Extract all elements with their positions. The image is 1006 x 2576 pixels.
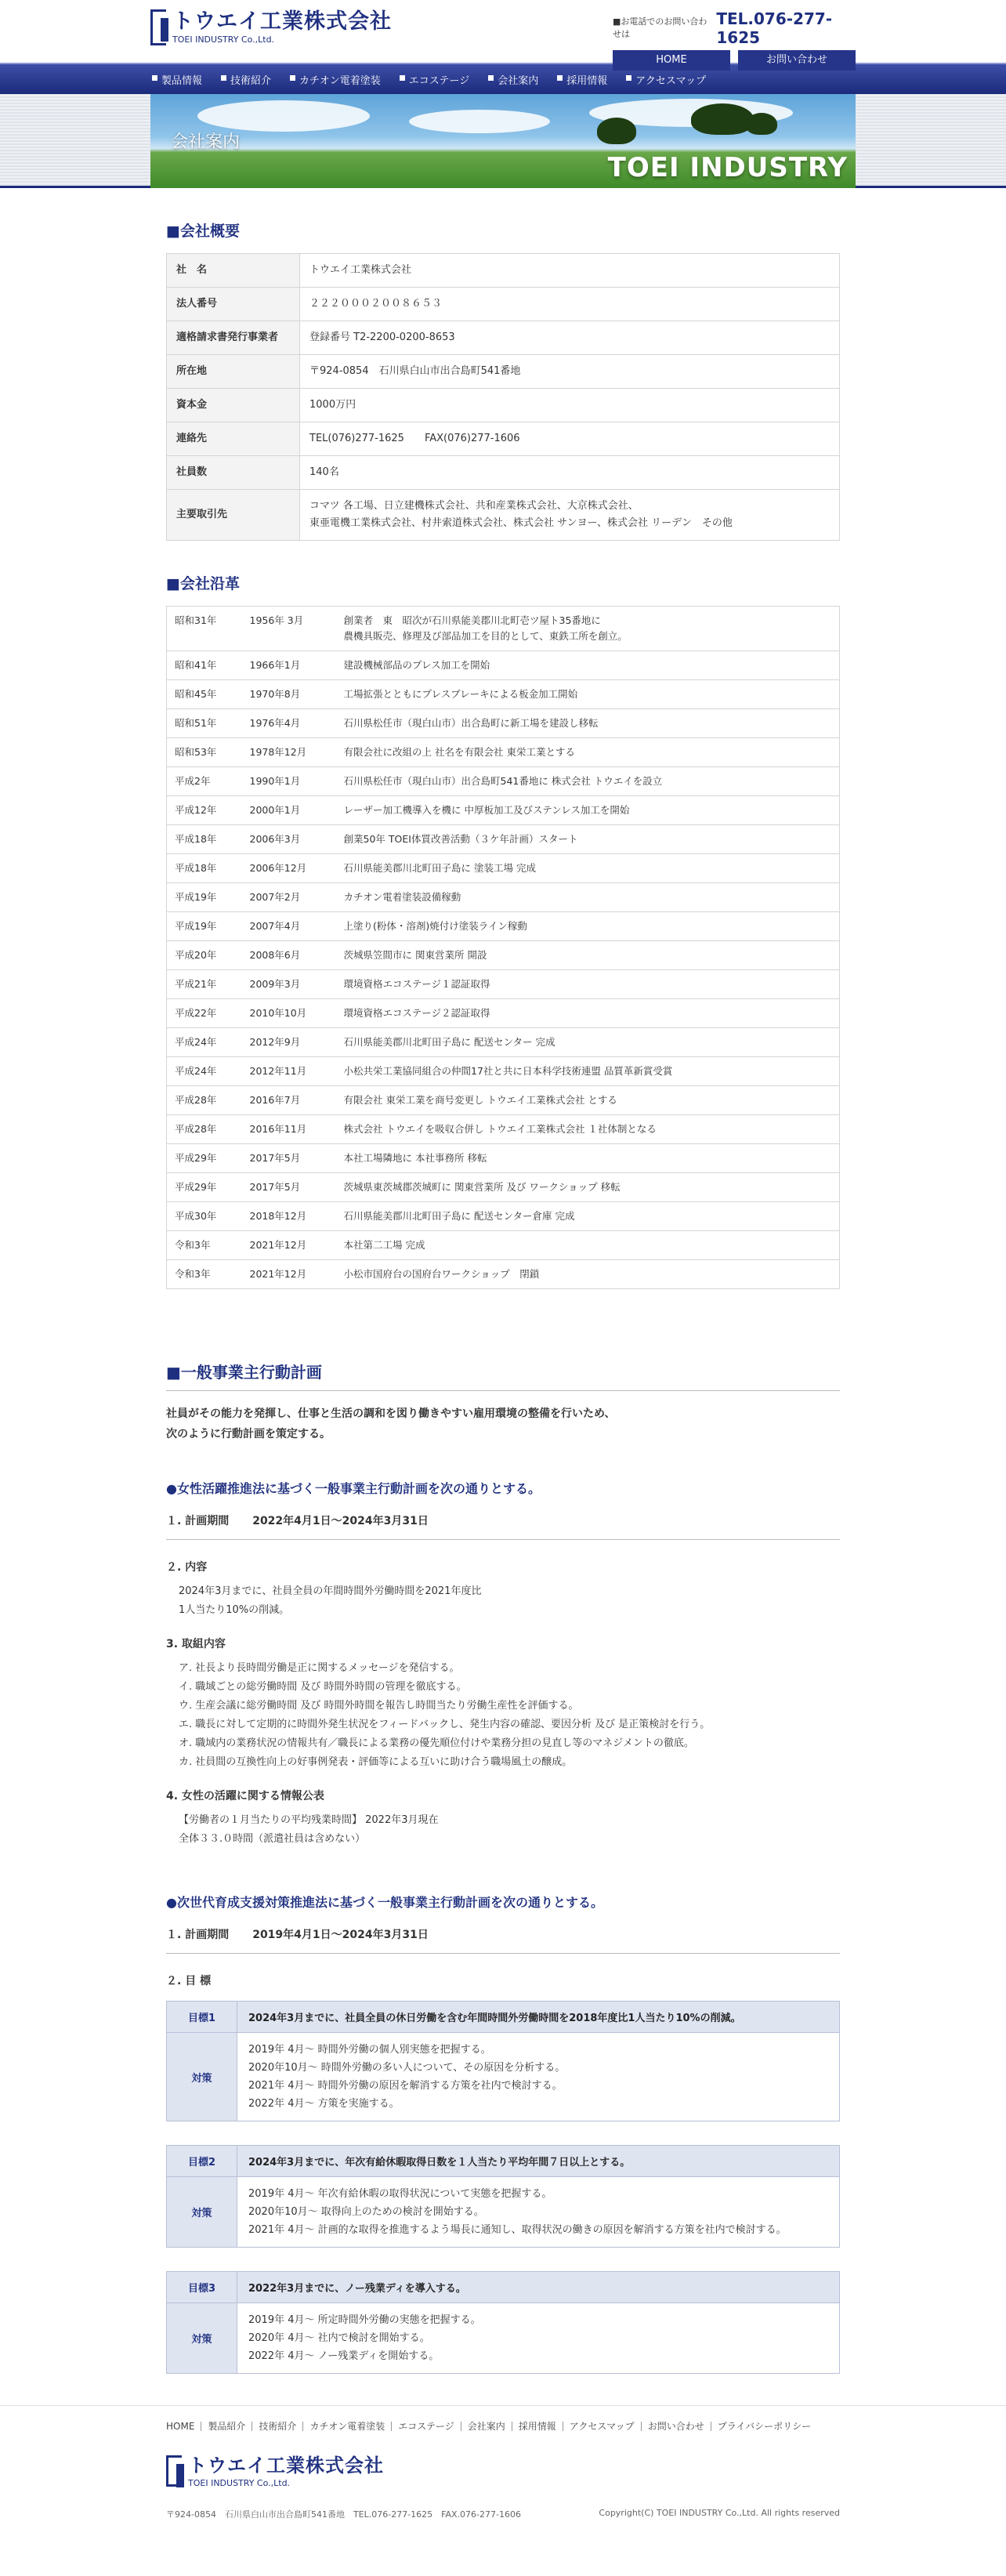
header-contact bbox=[613, 9, 856, 71]
history-text: 工場拡張とともにプレスブレーキによる板金加工開始 bbox=[336, 680, 840, 709]
goal-row bbox=[167, 2146, 840, 2177]
history-era: 平成12年 bbox=[167, 796, 242, 825]
history-year: 2010年10月 bbox=[242, 999, 336, 1028]
action-plan-title: ■一般事業主行動計画 bbox=[166, 1360, 840, 1391]
measure-label: 対策 bbox=[167, 2303, 237, 2374]
goal-text: 2024年3月までに、年次有給休暇取得日数を１人当たり平均年間７日以上とする。 bbox=[237, 2146, 840, 2177]
history-text: 建設機械部品のプレス加工を開始 bbox=[336, 651, 840, 680]
history-row bbox=[167, 1260, 840, 1289]
history-year: 2007年4月 bbox=[242, 912, 336, 941]
banner-tree bbox=[691, 103, 754, 135]
measure-item: ア. 社長より長時間労働是正に関するメッセージを発信する。 bbox=[179, 1662, 460, 1674]
contact-button[interactable]: お問い合わせ bbox=[738, 50, 856, 71]
history-year: 2017年5月 bbox=[242, 1173, 336, 1202]
footer-link[interactable]: 製品紹介 bbox=[201, 2422, 252, 2431]
overview-label: 連絡先 bbox=[167, 422, 300, 456]
history-row bbox=[167, 999, 840, 1028]
history-year: 2006年12月 bbox=[242, 854, 336, 883]
header-tel[interactable]: TEL.076-277-1625 bbox=[716, 9, 833, 47]
footer-nav bbox=[166, 2422, 840, 2431]
history-text: 石川県松任市（現白山市）出合島町に新工場を建設し移転 bbox=[336, 709, 840, 738]
period-value: 2022年4月1日～2024年3月31日 bbox=[252, 1515, 429, 1527]
history-text: 茨城県笠間市に 関東営業所 開設 bbox=[336, 941, 840, 970]
overview-row bbox=[167, 321, 840, 355]
history-year: 2018年12月 bbox=[242, 1202, 336, 1231]
history-text: 小松共栄工業協同組合の仲間17社と共に日本科学技術連盟 品質革新賞受賞 bbox=[336, 1057, 840, 1086]
company-history-section bbox=[166, 572, 840, 1289]
history-era: 平成2年 bbox=[167, 767, 242, 796]
history-era: 平成28年 bbox=[167, 1115, 242, 1144]
history-era: 平成19年 bbox=[167, 912, 242, 941]
overview-label: 資本金 bbox=[167, 389, 300, 422]
measure-item: エ. 職長に対して定期的に時間外発生状況をフィードバックし、発生内容の確認、要因分析 及び 是正策検討を行う。 bbox=[179, 1719, 711, 1730]
history-year: 2008年6月 bbox=[242, 941, 336, 970]
nav-item[interactable]: カチオン電着塗装 bbox=[288, 72, 398, 87]
history-row bbox=[167, 1173, 840, 1202]
footer-logo[interactable] bbox=[166, 2453, 840, 2489]
footer-link[interactable]: お問い合わせ bbox=[641, 2422, 711, 2431]
footer-link[interactable]: 技術紹介 bbox=[252, 2422, 302, 2431]
history-era: 平成20年 bbox=[167, 941, 242, 970]
women-content-text: 2024年3月までに、社員全員の年間時間外労働時間を2021年度比 1人当たり10%の削減。 bbox=[179, 1585, 482, 1616]
period-value: 2019年4月1日～2024年3月31日 bbox=[252, 1929, 429, 1941]
overview-label: 適格請求書発行事業者 bbox=[167, 321, 300, 355]
goal-table bbox=[166, 2271, 840, 2374]
history-text: 石川県松任市（現白山市）出合島町541番地に 株式会社 トウエイを設立 bbox=[336, 767, 840, 796]
measure-item: イ. 職域ごとの総労働時間 及び 時間外時間の管理を徹底する。 bbox=[179, 1681, 467, 1693]
footer-link[interactable]: HOME bbox=[166, 2421, 195, 2432]
history-era: 昭和31年 bbox=[167, 607, 242, 651]
measure-label: 対策 bbox=[167, 2033, 237, 2121]
banner-tree bbox=[746, 113, 777, 135]
history-row bbox=[167, 941, 840, 970]
history-year: 2017年5月 bbox=[242, 1144, 336, 1173]
overview-row bbox=[167, 355, 840, 389]
history-text: 株式会社 トウエイを吸収合併し トウエイ工業株式会社 １社体制となる bbox=[336, 1115, 840, 1144]
history-row bbox=[167, 825, 840, 854]
history-text: 石川県能美郡川北町田子島に 塗装工場 完成 bbox=[336, 854, 840, 883]
history-era: 平成21年 bbox=[167, 970, 242, 999]
history-year: 1978年12月 bbox=[242, 738, 336, 767]
measure-item: カ. 社員間の互換性向上の好事例発表・評価等による互いに助け合う職場風土の醸成。 bbox=[179, 1756, 573, 1768]
overview-label: 主要取引先 bbox=[167, 490, 300, 541]
global-nav bbox=[0, 63, 1006, 94]
women-info-text: 【労働者の１月当たりの平均残業時間】 2022年3月現在 全体３３.０時間（派遣社員は含めない） bbox=[179, 1814, 439, 1845]
footer-company-en: TOEI INDUSTRY Co.,Ltd. bbox=[188, 2478, 291, 2488]
history-row bbox=[167, 1231, 840, 1260]
history-row bbox=[167, 854, 840, 883]
goal-label: 目標1 bbox=[167, 2002, 237, 2033]
history-row bbox=[167, 651, 840, 680]
history-text: 創業者 東 昭次が石川県能美郡川北町壱ツ屋ト35番地に 農機具販売、修理及び部品加工を目的として、東鉄工所を創立。 bbox=[336, 607, 840, 651]
nav-item[interactable]: 技術紹介 bbox=[219, 72, 288, 87]
banner-brand: TOEI INDUSTRY bbox=[607, 152, 848, 183]
company-logo[interactable] bbox=[150, 9, 392, 45]
women-info-label: 4. 女性の活躍に関する情報公表 bbox=[166, 1790, 324, 1802]
overview-value: トウエイ工業株式会社 bbox=[300, 254, 840, 288]
history-text: 本社工場隣地に 本社事務所 移転 bbox=[336, 1144, 840, 1173]
nextgen-plan-period bbox=[166, 1920, 840, 1954]
nextgen-plan-title: ●次世代育成支援対策推進法に基づく一般事業主行動計画を次の通りとする。 bbox=[166, 1895, 603, 1910]
history-era: 令和3年 bbox=[167, 1260, 242, 1289]
period-label: １. 計画期間 bbox=[166, 1515, 230, 1527]
nav-item[interactable]: 製品情報 bbox=[150, 72, 219, 87]
history-row bbox=[167, 709, 840, 738]
history-year: 1990年1月 bbox=[242, 767, 336, 796]
history-row bbox=[167, 883, 840, 912]
history-row bbox=[167, 1115, 840, 1144]
overview-value: 1000万円 bbox=[300, 389, 840, 422]
footer-company-name: トウエイ工業株式会社 bbox=[188, 2455, 384, 2476]
history-year: 2006年3月 bbox=[242, 825, 336, 854]
measure-row bbox=[167, 2303, 840, 2374]
goal-row bbox=[167, 2002, 840, 2033]
history-era: 平成19年 bbox=[167, 883, 242, 912]
measure-row bbox=[167, 2033, 840, 2121]
history-text: 石川県能美郡川北町田子島に 配送センター 完成 bbox=[336, 1028, 840, 1057]
logo-company-en: TOEI INDUSTRY Co.,Ltd. bbox=[172, 34, 275, 45]
action-plan-lead: 社員がその能力を発揮し、仕事と生活の調和を図り働きやすい雇用環境の整備を行いため、 次のように行動計画を策定する。 bbox=[166, 1408, 616, 1440]
history-row bbox=[167, 1144, 840, 1173]
history-row bbox=[167, 680, 840, 709]
footer-link[interactable]: エコステージ bbox=[391, 2422, 461, 2431]
action-plan-section bbox=[166, 1360, 840, 2374]
company-overview-section bbox=[166, 219, 840, 541]
history-era: 令和3年 bbox=[167, 1231, 242, 1260]
goal-label: 目標2 bbox=[167, 2146, 237, 2177]
nav-item[interactable]: エコステージ bbox=[398, 72, 487, 87]
overview-row bbox=[167, 490, 840, 541]
history-year: 2012年9月 bbox=[242, 1028, 336, 1057]
measure-text: 2019年 4月～ 所定時間外労働の実態を把握する。 2020年 4月～ 社内で検討を開始する。 2022年 4月～ ノー残業ディを開始する。 bbox=[237, 2303, 840, 2374]
overview-label: 所在地 bbox=[167, 355, 300, 389]
goal-text: 2022年3月までに、ノー残業ディを導入する。 bbox=[237, 2272, 840, 2303]
nextgen-goals-label: ２. 目 標 bbox=[166, 1975, 212, 1987]
nav-item[interactable]: 会社案内 bbox=[487, 72, 555, 87]
page-banner-bg bbox=[0, 94, 1006, 188]
measure-text: 2019年 4月～ 時間外労働の個人別実態を把握する。 2020年10月～ 時間外労働の多い人について、その原因を分析する。 2021年 4月～ 時間外労働の原因を解消する方策を社内で検討する。 2022年 4月～ 方策を実施する。 bbox=[237, 2033, 840, 2121]
history-era: 昭和41年 bbox=[167, 651, 242, 680]
women-measures-list bbox=[166, 1659, 840, 1772]
footer-link[interactable]: アクセスマップ bbox=[563, 2422, 641, 2431]
logo-mark-icon bbox=[150, 9, 166, 45]
history-era: 平成29年 bbox=[167, 1173, 242, 1202]
history-year: 1976年4月 bbox=[242, 709, 336, 738]
history-text: 本社第二工場 完成 bbox=[336, 1231, 840, 1260]
overview-value: TEL(076)277-1625 FAX(076)277-1606 bbox=[300, 422, 840, 456]
measure-item: ウ. 生産会議に総労働時間 及び 時間外時間を報告し時間当たり労働生産性を評価する。 bbox=[179, 1700, 579, 1712]
site-footer bbox=[0, 2405, 1006, 2536]
home-button[interactable]: HOME bbox=[613, 50, 730, 71]
footer-copyright: Copyright(C) TOEI INDUSTRY Co.,Ltd. All rights reserved bbox=[599, 2508, 840, 2518]
goal-table bbox=[166, 2145, 840, 2248]
period-label: １. 計画期間 bbox=[166, 1929, 230, 1941]
history-row bbox=[167, 767, 840, 796]
women-content-label: ２. 内容 bbox=[166, 1561, 208, 1574]
overview-title: ■会社概要 bbox=[166, 223, 240, 240]
history-text: 有限会社に改組の上 社名を有限会社 東栄工業とする bbox=[336, 738, 840, 767]
goal-label: 目標3 bbox=[167, 2272, 237, 2303]
footer-address: 〒924-0854 石川県白山市出合島町541番地 TEL.076-277-1625 FAX.076-277-1606 bbox=[166, 2509, 521, 2520]
measure-item: オ. 職域内の業務状況の情報共有／職長による業務の優先順位付けや業務分担の見直し等のマネジメントの徹底。 bbox=[179, 1737, 694, 1749]
history-text: 上塗り(粉体・溶剤)焼付け塗装ライン稼動 bbox=[336, 912, 840, 941]
history-row bbox=[167, 912, 840, 941]
history-text: カチオン電着塗装設備稼動 bbox=[336, 883, 840, 912]
overview-table bbox=[166, 253, 840, 541]
banner-tree bbox=[597, 118, 636, 144]
overview-value: コマツ 各工場、日立建機株式会社、共和産業株式会社、大京株式会社、 東亜電機工業株式会社、村井索道株式会社、株式会社 サンヨー、株式会社 リーデン その他 bbox=[300, 490, 840, 541]
history-row bbox=[167, 796, 840, 825]
history-row bbox=[167, 1028, 840, 1057]
history-era: 昭和45年 bbox=[167, 680, 242, 709]
contact-prefix: ■お電話でのお問い合わせは bbox=[613, 16, 707, 39]
history-era: 昭和51年 bbox=[167, 709, 242, 738]
history-title: ■会社沿革 bbox=[166, 575, 240, 592]
history-era: 平成22年 bbox=[167, 999, 242, 1028]
history-year: 2016年11月 bbox=[242, 1115, 336, 1144]
goal-row bbox=[167, 2272, 840, 2303]
banner-cloud bbox=[197, 100, 370, 132]
overview-label: 社 名 bbox=[167, 254, 300, 288]
overview-label: 社員数 bbox=[167, 456, 300, 490]
footer-link[interactable]: プライバシーポリシー bbox=[711, 2422, 817, 2431]
history-text: 有限会社 東栄工業を商号変更し トウエイ工業株式会社 とする bbox=[336, 1086, 840, 1115]
overview-row bbox=[167, 456, 840, 490]
history-year: 1970年8月 bbox=[242, 680, 336, 709]
women-measures-label: 3. 取組内容 bbox=[166, 1638, 226, 1650]
banner-cloud bbox=[409, 110, 550, 133]
history-era: 平成30年 bbox=[167, 1202, 242, 1231]
overview-label: 法人番号 bbox=[167, 288, 300, 321]
history-row bbox=[167, 607, 840, 651]
history-text: レーザー加工機導入を機に 中厚板加工及びステンレス加工を開始 bbox=[336, 796, 840, 825]
footer-link[interactable]: カチオン電着塗装 bbox=[302, 2422, 391, 2431]
measure-row bbox=[167, 2177, 840, 2248]
nav-item[interactable]: 採用情報 bbox=[555, 72, 624, 87]
footer-link[interactable]: 採用情報 bbox=[512, 2422, 563, 2431]
history-era: 平成24年 bbox=[167, 1028, 242, 1057]
women-plan-title: ●女性活躍推進法に基づく一般事業主行動計画を次の通りとする。 bbox=[166, 1481, 541, 1496]
history-row bbox=[167, 1057, 840, 1086]
overview-value: ２２２０００２００８６５３ bbox=[300, 288, 840, 321]
women-plan-period bbox=[166, 1506, 840, 1540]
history-era: 昭和53年 bbox=[167, 738, 242, 767]
history-text: 創業50年 TOEI体質改善活動（３ケ年計画）スタート bbox=[336, 825, 840, 854]
history-era: 平成18年 bbox=[167, 825, 242, 854]
history-row bbox=[167, 970, 840, 999]
history-year: 1966年1月 bbox=[242, 651, 336, 680]
footer-link[interactable]: 会社案内 bbox=[461, 2422, 512, 2431]
history-year: 2021年12月 bbox=[242, 1231, 336, 1260]
logo-mark-icon bbox=[166, 2455, 182, 2487]
history-year: 2009年3月 bbox=[242, 970, 336, 999]
history-year: 2007年2月 bbox=[242, 883, 336, 912]
nav-item[interactable]: アクセスマップ bbox=[624, 72, 723, 87]
history-text: 小松市国府台の国府台ワークショップ 閉鎖 bbox=[336, 1260, 840, 1289]
history-text: 環境資格エコステージ２認証取得 bbox=[336, 999, 840, 1028]
history-era: 平成18年 bbox=[167, 854, 242, 883]
history-era: 平成29年 bbox=[167, 1144, 242, 1173]
history-text: 石川県能美郡川北町田子島に 配送センター倉庫 完成 bbox=[336, 1202, 840, 1231]
overview-row bbox=[167, 254, 840, 288]
history-year: 2016年7月 bbox=[242, 1086, 336, 1115]
banner-page-label: 会社案内 bbox=[171, 132, 241, 152]
overview-row bbox=[167, 389, 840, 422]
overview-row bbox=[167, 288, 840, 321]
history-year: 2021年12月 bbox=[242, 1260, 336, 1289]
history-row bbox=[167, 1202, 840, 1231]
history-text: 環境資格エコステージ１認証取得 bbox=[336, 970, 840, 999]
overview-value: 140名 bbox=[300, 456, 840, 490]
measure-text: 2019年 4月～ 年次有給休暇の取得状況について実態を把握する。 2020年10月～ 取得向上のための検討を開始する。 2021年 4月～ 計画的な取得を推進するよう場長に通知し、取得状況の働きの原因を解消する方策を社内で検討する。 bbox=[237, 2177, 840, 2248]
history-row bbox=[167, 738, 840, 767]
overview-value: 〒924-0854 石川県白山市出合島町541番地 bbox=[300, 355, 840, 389]
history-text: 茨城県東茨城郡茨城町に 関東営業所 及び ワークショップ 移転 bbox=[336, 1173, 840, 1202]
page-banner bbox=[150, 94, 856, 188]
history-year: 1956年 3月 bbox=[242, 607, 336, 651]
history-era: 平成24年 bbox=[167, 1057, 242, 1086]
history-era: 平成28年 bbox=[167, 1086, 242, 1115]
history-row bbox=[167, 1086, 840, 1115]
site-header bbox=[150, 0, 856, 66]
goal-table bbox=[166, 2001, 840, 2121]
logo-company-name: トウエイ工業株式会社 bbox=[172, 9, 392, 34]
goal-text: 2024年3月までに、社員全員の休日労働を含む年間時間外労働時間を2018年度比1人当たり10%の削減。 bbox=[237, 2002, 840, 2033]
overview-value: 登録番号 T2-2200-0200-8653 bbox=[300, 321, 840, 355]
history-year: 2012年11月 bbox=[242, 1057, 336, 1086]
measure-label: 対策 bbox=[167, 2177, 237, 2248]
history-year: 2000年1月 bbox=[242, 796, 336, 825]
overview-row bbox=[167, 422, 840, 456]
history-table bbox=[166, 606, 840, 1289]
